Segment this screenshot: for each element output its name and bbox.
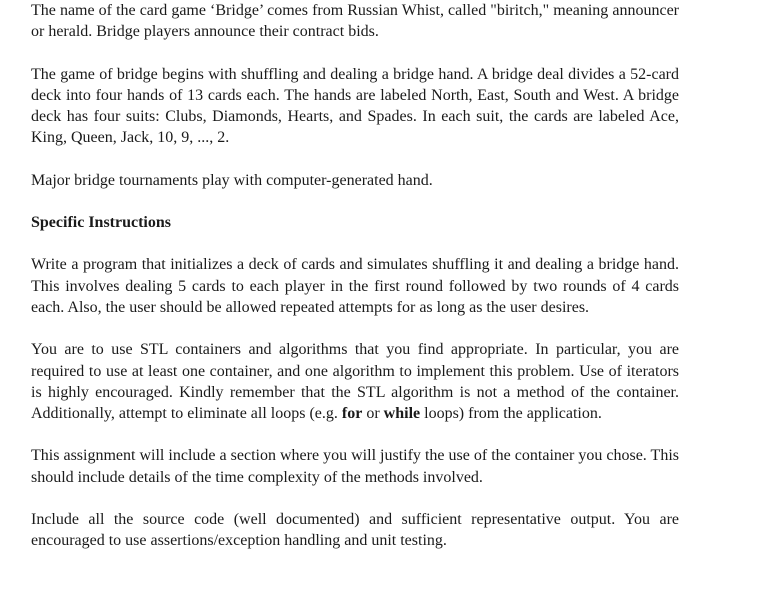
intro-paragraph: The name of the card game ‘Bridge’ comes from Russian Whist, called "biritch," meaning announcer or herald. Bridge players announce their contract bids. [31,2,679,41]
stl-text-part2: loops) from the application. [424,405,602,423]
keyword-while: while [383,405,421,423]
stl-requirements-paragraph [31,339,679,424]
keyword-for: for [341,405,363,423]
stl-text-part1: You are to use STL containers and algorithms that you find appropriate. In particular, you are required to use at least one container, and one algorithm to implement this problem. Use of iterators is highly encouraged. Kindly remember that the STL algorithm is not a method of the container. Additionally, attempt to eliminate all loops (e.g. [31,341,679,423]
game-description-paragraph: The game of bridge begins with shuffling and dealing a bridge hand. A bridge deal divides a 52-card deck into four hands of 13 cards each. The hands are labeled North, East, South and West. A bridge deck has four suits: Clubs, Diamonds, Hearts, and Spades. In each suit, the cards are labeled Ace, King, Queen, Jack, 10, 9, ..., 2. [31,65,679,147]
deliverables-paragraph: Include all the source code (well documented) and sufficient representative output. You are encouraged to use assertions/exception handling and unit testing. [31,511,679,550]
justification-paragraph: This assignment will include a section where you will justify the use of the container you chose. This should include details of the time complexity of the methods involved. [31,447,679,486]
document-body [31,0,679,552]
program-instructions-paragraph: Write a program that initializes a deck of cards and simulates shuffling it and dealing a bridge hand. This involves dealing 5 cards to each player in the first round followed by two rounds of 4 cards each. Also, the user should be allowed repeated attempts for as long as the user desires. [31,256,679,316]
stl-text-or: or [366,405,380,423]
section-heading: Specific Instructions [31,214,171,232]
tournament-paragraph: Major bridge tournaments play with computer-generated hand. [31,171,433,189]
